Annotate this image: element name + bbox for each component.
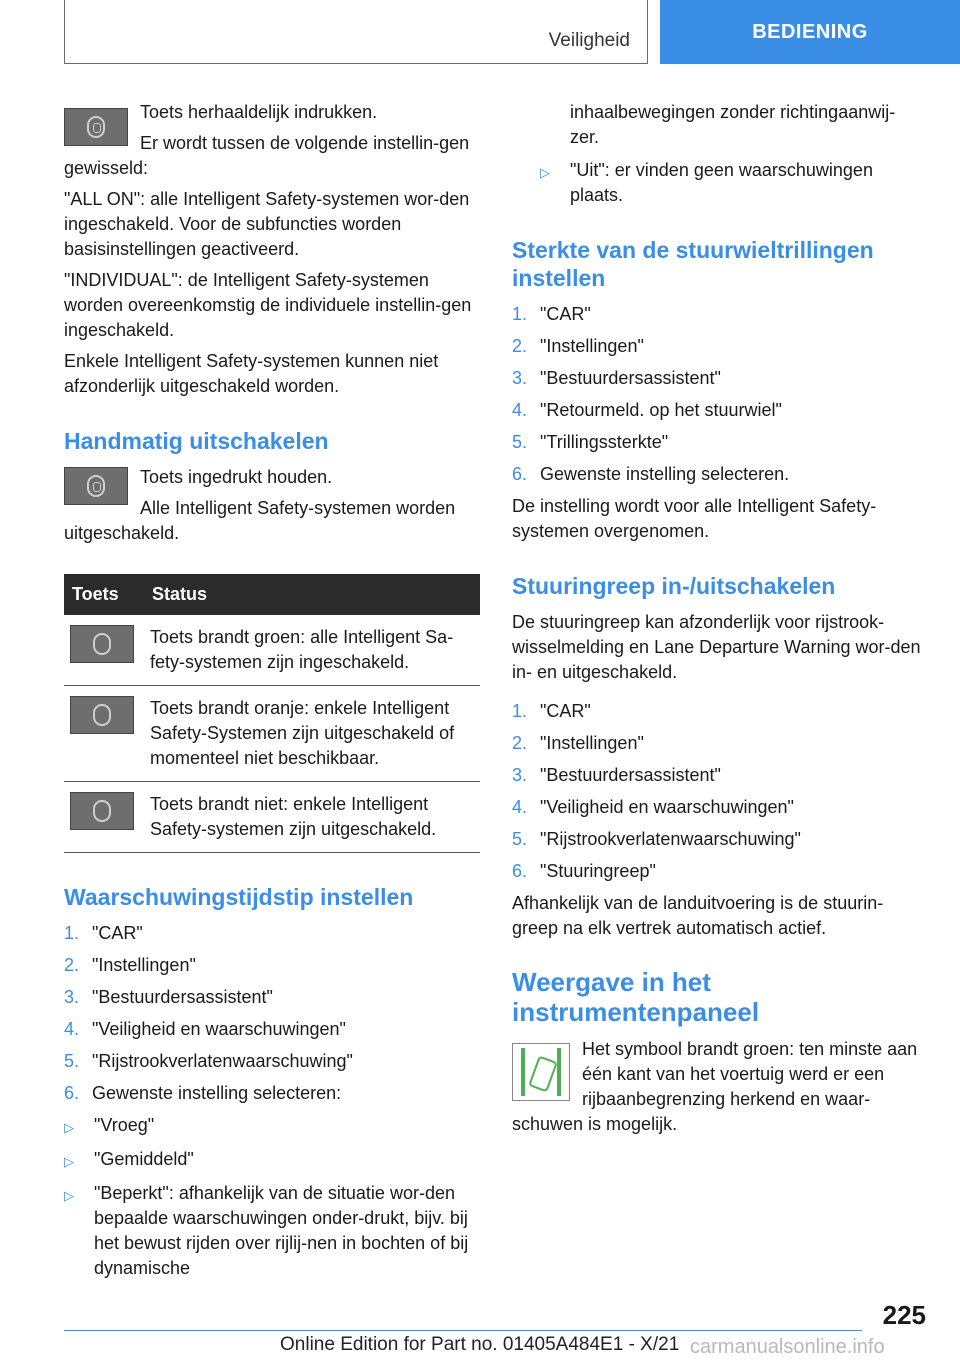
paragraph: De instelling wordt voor alle Intelligent Safety-systemen overgenomen.: [512, 496, 877, 541]
safety-button-off-icon: [70, 792, 134, 830]
safety-button-green-icon: [70, 625, 134, 663]
paragraph: De stuuringreep kan afzonderlijk voor rijstrook-wisselmelding en Lane Departure Warning wor-den in- en uitgeschakeld.: [512, 612, 921, 682]
lane-departure-icon: [512, 1043, 570, 1101]
list-item: 1. "CAR": [512, 304, 591, 324]
table-row: [64, 782, 480, 853]
table-cell: Toets brandt groen: alle Intelligent Sa-fety-systemen zijn ingeschakeld.: [144, 615, 480, 686]
list-item: ▷ "Uit": er vinden geen waarschuwingen plaats.: [540, 158, 922, 208]
paragraph: Er wordt tussen de volgende instellin-gen gewisseld:: [64, 133, 470, 178]
table-header: Toets: [64, 574, 144, 615]
header-chapter-tab: BEDIENING: [660, 0, 960, 64]
section-heading: Handmatig uitschakelen: [64, 428, 329, 454]
paragraph: Het symbool brandt groen: ten minste aan één kant van het voertuig werd er een rijbaanbegrenzing herkend en waar-schuwen is mogelijk.: [512, 1039, 918, 1134]
paragraph: Enkele Intelligent Safety-systemen kunnen niet afzonderlijk uitgeschakeld worden.: [64, 351, 439, 396]
list-item: 6. Gewenste instelling selecteren:: [64, 1083, 342, 1103]
list-item: ▷ "Gemiddeld": [64, 1147, 480, 1174]
table-cell: Toets brandt oranje: enkele Intelligent Safety-Systemen zijn uitgeschakeld of momenteel niet beschikbaar.: [144, 686, 480, 782]
paragraph: Afhankelijk van de landuitvoering is de stuurin-greep na elk vertrek automatisch actief.: [512, 893, 884, 938]
paragraph: "ALL ON": alle Intelligent Safety-systemen wor-den ingeschakeld. Voor de subfuncties worden basisinstellingen geactiveerd.: [64, 189, 470, 259]
list-item: 2. "Instellingen": [64, 955, 196, 975]
table-row: [64, 615, 480, 686]
paragraph: Toets ingedrukt houden.: [140, 467, 333, 487]
header-section-title: Veiligheid: [548, 30, 630, 51]
right-column: [512, 100, 922, 1143]
list-item: 2. "Instellingen": [512, 733, 644, 753]
paragraph: inhaalbewegingen zonder richtingaanwij-zer.: [570, 102, 896, 147]
left-column: [64, 100, 480, 1288]
list-item: ▷ "Vroeg": [64, 1113, 480, 1140]
triangle-bullet-icon: ▷: [64, 1154, 74, 1169]
list-item: 2. "Instellingen": [512, 336, 644, 356]
list-item: 3. "Bestuurdersassistent": [64, 987, 273, 1007]
watermark: carmanualsonline.info: [690, 1336, 885, 1358]
triangle-bullet-icon: ▷: [64, 1188, 74, 1203]
list-item: 1. "CAR": [512, 701, 591, 721]
paragraph: Toets herhaaldelijk indrukken.: [140, 102, 378, 122]
list-item: 4. "Veiligheid en waarschuwingen": [512, 797, 794, 817]
triangle-bullet-icon: ▷: [540, 165, 550, 180]
footer-edition: Online Edition for Part no. 01405A484E1 - X/21: [280, 1334, 680, 1355]
table-header: Status: [144, 574, 480, 615]
list-item: 4. "Retourmeld. op het stuurwiel": [512, 400, 782, 420]
list-item: ▷ "Beperkt": afhankelijk van de situatie wor-den bepaalde waarschuwingen onder-drukt, bijv. bij het bewust rijden over rijlij-nen in bochten of bij dynamische: [64, 1181, 480, 1281]
section-heading: Stuuringreep in-/uitschakelen: [512, 573, 836, 599]
footer-divider: [64, 1330, 862, 1331]
list-item: 3. "Bestuurdersassistent": [512, 765, 721, 785]
steer-steps-list: [512, 699, 922, 884]
list-item: 5. "Rijstrookverlatenwaarschuwing": [64, 1051, 353, 1071]
section-heading: Waarschuwingstijdstip instellen: [64, 884, 414, 910]
page-number: 225: [882, 1300, 926, 1330]
list-item: 1. "CAR": [64, 923, 143, 943]
table-cell: Toets brandt niet: enkele Intelligent Safety-systemen zijn uitgeschakeld.: [144, 782, 480, 853]
list-item: 6. "Stuuringreep": [512, 861, 656, 881]
paragraph: Alle Intelligent Safety-systemen worden uitgeschakeld.: [64, 498, 456, 543]
warn-options-list: [64, 1113, 480, 1281]
list-item: 5. "Trillingssterkte": [512, 432, 669, 452]
safety-button-icon: [64, 108, 128, 146]
section-heading-large: Weergave in het instrumentenpaneel: [512, 967, 760, 1027]
options-list-continued: [540, 158, 922, 208]
safety-button-icon: [64, 467, 128, 505]
status-table: [64, 574, 480, 853]
list-item: 6. Gewenste instelling selecteren.: [512, 464, 790, 484]
list-item: 4. "Veiligheid en waarschuwingen": [64, 1019, 346, 1039]
warn-steps-list: [64, 921, 480, 1106]
paragraph: "INDIVIDUAL": de Intelligent Safety-systemen worden overeenkomstig de individuele instellin-gen ingeschakeld.: [64, 270, 472, 340]
strength-steps-list: [512, 302, 922, 487]
safety-button-orange-icon: [70, 696, 134, 734]
triangle-bullet-icon: ▷: [64, 1120, 74, 1135]
list-item: 3. "Bestuurdersassistent": [512, 368, 721, 388]
section-heading: Sterkte van de stuurwieltrillingen instellen: [512, 237, 874, 291]
table-row: [64, 686, 480, 782]
list-item: 5. "Rijstrookverlatenwaarschuwing": [512, 829, 801, 849]
